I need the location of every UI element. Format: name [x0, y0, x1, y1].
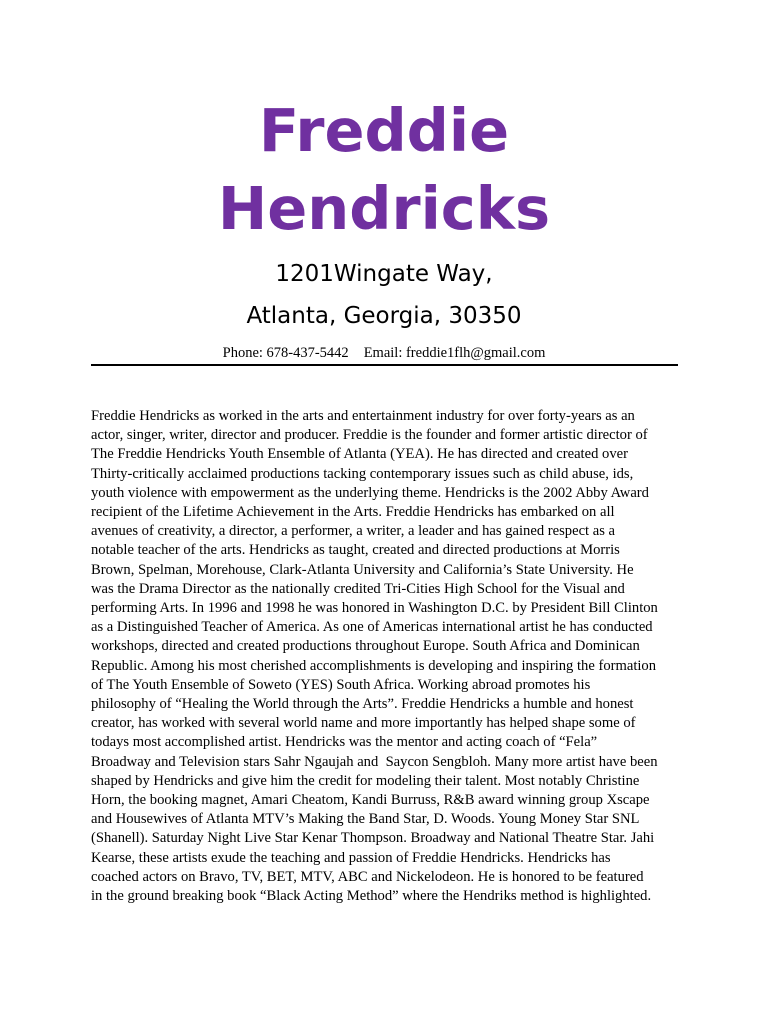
bio-paragraph [91, 407, 691, 906]
bio-line: workshops, directed and created productions throughout Europe. South Africa and Dominican [91, 638, 640, 655]
bio-line: todays most accomplished artist. Hendricks was the mentor and acting coach of “Fela” [91, 734, 598, 751]
bio-line: Thirty-critically acclaimed productions tacking contemporary issues such as child abuse, ids, [91, 465, 634, 482]
bio-line: Broadway and Television stars Sahr Ngaujah and Saycon Sengbloh. Many more artist have been [91, 753, 658, 770]
bio-line: Freddie Hendricks as worked in the arts and entertainment industry for over forty-years as an [91, 408, 635, 424]
bio-line: Kearse, these artists exude the teaching and passion of Freddie Hendricks. Hendricks has [91, 849, 611, 866]
address-city: Atlanta, Georgia, 30350 [246, 303, 522, 329]
bio-line: philosophy of “Healing the World through the Arts”. Freddie Hendricks a humble and honest [91, 696, 634, 713]
bio-line: as a Distinguished Teacher of America. As one of Americas international artist he has conducted [91, 619, 653, 636]
bio-line: coached actors on Bravo, TV, BET, MTV, ABC and Nickelodeon. He is honored to be featured [91, 868, 644, 885]
bio-line: creator, has worked with several world name and more importantly has helped shape some of [91, 715, 636, 732]
bio-line: performing Arts. In 1996 and 1998 he was honored in Washington D.C. by President Bill Clinton [91, 600, 658, 617]
bio-line: (Shanell). Saturday Night Live Star Kenar Thompson. Broadway and National Theatre Star. Jahi [91, 830, 655, 847]
bio-line: The Freddie Hendricks Youth Ensemble of Atlanta (YEA). He has directed and created over [91, 446, 628, 463]
phone-text: Phone: 678-437-5442 [222, 345, 349, 361]
bio-line: notable teacher of the arts. Hendricks as taught, created and directed productions at Morris [91, 542, 620, 559]
bio-line: actor, singer, writer, director and producer. Freddie is the founder and former artistic director of [91, 427, 648, 444]
bio-line: recipient of the Lifetime Achievement in the Arts. Freddie Hendricks has embarked on all [91, 504, 615, 521]
bio-line: was the Drama Director as the nationally credited Tri-Cities High School for the Visual and [91, 580, 625, 597]
address-street: 1201Wingate Way, [275, 261, 493, 287]
bio-line: shaped by Hendricks and give him the credit for modeling their talent. Most notably Christine [91, 772, 640, 789]
header-divider [91, 364, 678, 366]
bio-line: avenues of creativity, a director, a performer, a writer, a leader and has gained respect as a [91, 523, 616, 540]
bio-line: Brown, Spelman, Morehouse, Clark-Atlanta University and California’s State University. He [91, 561, 634, 578]
contact-line [0, 344, 768, 362]
bio-line: of The Youth Ensemble of Soweto (YES) South Africa. Working abroad promotes his [91, 676, 591, 693]
bio-line: and Housewives of Atlanta MTV’s Making the Band Star, D. Woods. Young Money Star SNL [91, 811, 640, 828]
email-text: Email: freddie1flh@gmail.com [363, 345, 546, 361]
name-last: Hendricks [217, 174, 551, 243]
bio-line: youth violence with empowerment as the underlying theme. Hendricks is the 2002 Abby Award [91, 484, 649, 501]
bio-line: Republic. Among his most cherished accomplishments is developing and inspiring the formation [91, 657, 657, 674]
bio-line: in the ground breaking book “Black Acting Method” where the Hendriks method is highlighted. [91, 888, 652, 905]
bio-line: Horn, the booking magnet, Amari Cheatom, Kandi Burruss, R&B award winning group Xscape [91, 792, 650, 809]
name-first: Freddie [258, 96, 510, 165]
